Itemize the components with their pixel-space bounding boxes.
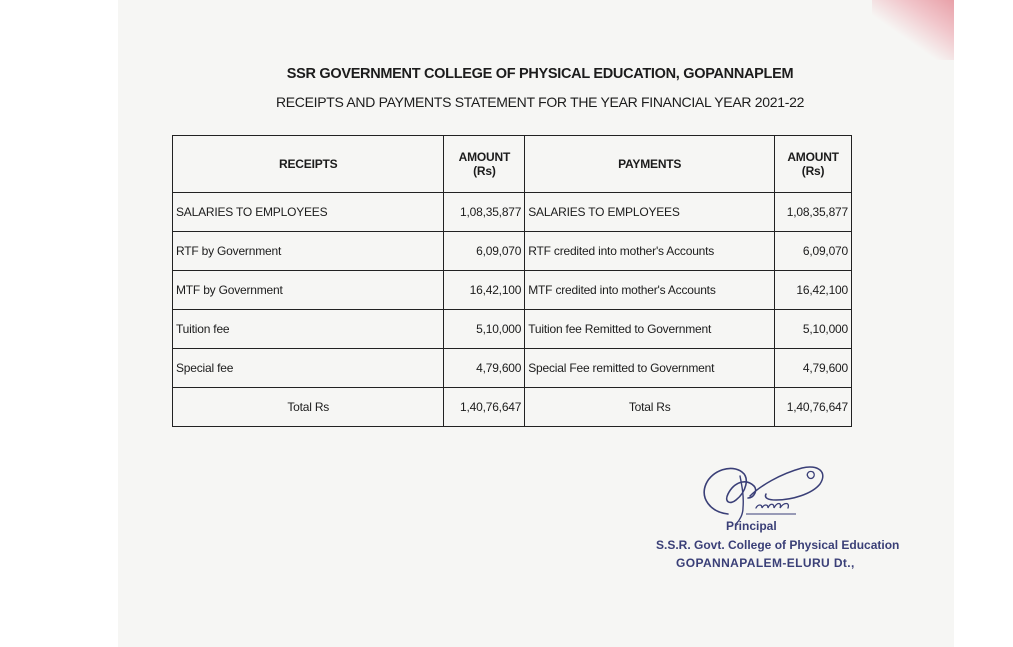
total-receipts-label: Total Rs bbox=[173, 388, 444, 427]
stamp-place: GOPANNAPALEM-ELURU Dt., bbox=[676, 556, 855, 570]
header-amount-unit: (Rs) bbox=[473, 164, 496, 178]
payment-cell: SALARIES TO EMPLOYEES bbox=[525, 193, 775, 232]
receipt-cell: Special fee bbox=[173, 349, 444, 388]
header-amount-label: AMOUNT bbox=[458, 150, 511, 164]
payment-cell: Special Fee remitted to Government bbox=[525, 349, 775, 388]
table-row bbox=[173, 232, 852, 271]
header-payments: PAYMENTS bbox=[525, 136, 775, 193]
total-payments-label: Total Rs bbox=[525, 388, 775, 427]
header-payments-amount bbox=[775, 136, 852, 193]
receipt-amount-cell: 4,79,600 bbox=[444, 349, 525, 388]
receipt-cell: RTF by Government bbox=[173, 232, 444, 271]
payment-cell: RTF credited into mother's Accounts bbox=[525, 232, 775, 271]
table-row bbox=[173, 193, 852, 232]
header-receipts: RECEIPTS bbox=[173, 136, 444, 193]
receipt-cell: SALARIES TO EMPLOYEES bbox=[173, 193, 444, 232]
stamp-designation: Principal bbox=[726, 519, 777, 533]
payment-amount-cell: 5,10,000 bbox=[775, 310, 852, 349]
receipt-amount-cell: 5,10,000 bbox=[444, 310, 525, 349]
receipt-amount-cell: 6,09,070 bbox=[444, 232, 525, 271]
receipt-cell: MTF by Government bbox=[173, 271, 444, 310]
payment-amount-cell: 16,42,100 bbox=[775, 271, 852, 310]
header-amount-label: AMOUNT bbox=[787, 150, 839, 164]
payment-amount-cell: 6,09,070 bbox=[775, 232, 852, 271]
principal-signature-stamp bbox=[640, 456, 900, 586]
receipt-amount-cell: 1,08,35,877 bbox=[444, 193, 525, 232]
total-receipts-amount: 1,40,76,647 bbox=[444, 388, 525, 427]
payment-cell: MTF credited into mother's Accounts bbox=[525, 271, 775, 310]
header-amount-unit: (Rs) bbox=[801, 164, 825, 178]
receipts-payments-table bbox=[172, 135, 852, 427]
receipt-amount-cell: 16,42,100 bbox=[444, 271, 525, 310]
total-payments-amount: 1,40,76,647 bbox=[775, 388, 852, 427]
payment-cell: Tuition fee Remitted to Government bbox=[525, 310, 775, 349]
document-subtitle: RECEIPTS AND PAYMENTS STATEMENT FOR THE YEAR FINANCIAL YEAR 2021-22 bbox=[275, 94, 805, 110]
table-row bbox=[173, 349, 852, 388]
corner-stain bbox=[872, 0, 954, 60]
signature-mark bbox=[680, 456, 830, 528]
table-row bbox=[173, 310, 852, 349]
payment-amount-cell: 4,79,600 bbox=[775, 349, 852, 388]
table-row bbox=[173, 271, 852, 310]
receipt-cell: Tuition fee bbox=[173, 310, 444, 349]
table-header-row bbox=[173, 136, 852, 193]
payment-amount-cell: 1,08,35,877 bbox=[775, 193, 852, 232]
total-row bbox=[173, 388, 852, 427]
header-receipts-amount bbox=[444, 136, 525, 193]
stamp-college-name: S.S.R. Govt. College of Physical Education bbox=[656, 538, 900, 552]
document-title: SSR GOVERNMENT COLLEGE OF PHYSICAL EDUCATION, GOPANNAPLEM bbox=[286, 66, 794, 82]
